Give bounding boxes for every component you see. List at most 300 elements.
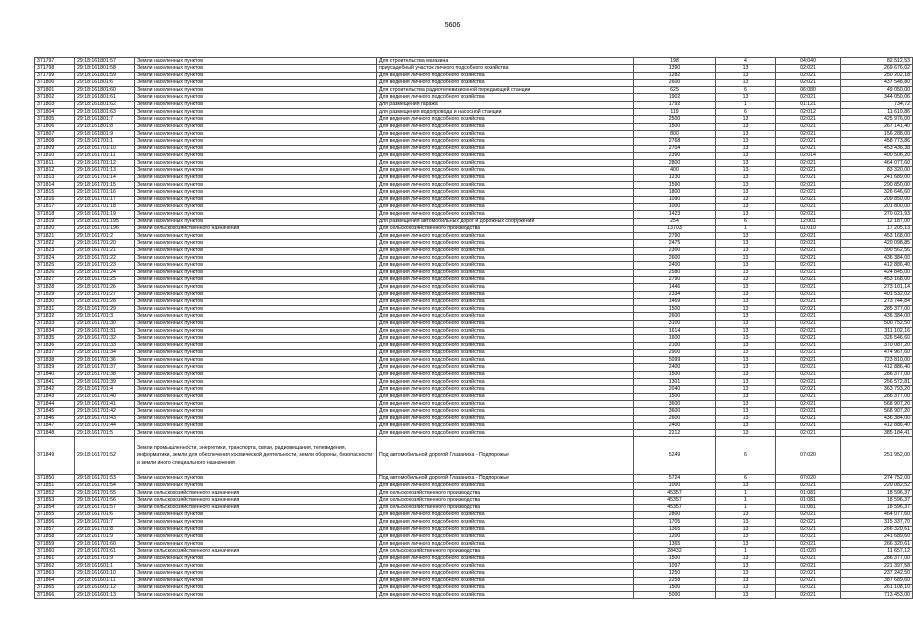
cadastral-number-cell: 29:18:161701:8	[75, 526, 135, 533]
permitted-use-cell: Для ведения личного подсобного хозяйства	[377, 335, 634, 342]
cadastral-number-cell: 29:18:161701:60	[75, 541, 135, 548]
land-category-cell: Земли населенных пунктов	[135, 138, 377, 145]
cadastral-number-cell: 29:18:161701:57	[75, 504, 135, 511]
use-code-cell: 02:021	[776, 555, 841, 562]
cadastral-number-cell: 29:18:161801:57	[75, 58, 135, 65]
use-code-cell: 02:021	[776, 189, 841, 196]
cadastral-value-cell: 18 596,37	[841, 490, 913, 497]
land-category-cell: Земли населенных пунктов	[135, 570, 377, 577]
table-row	[35, 174, 913, 181]
row-number-cell: 371831	[35, 306, 75, 313]
cadastral-value-cell: 270 021,93	[841, 211, 913, 218]
row-number-cell: 371862	[35, 563, 75, 570]
use-code-cell: 07:020	[776, 437, 841, 475]
land-category-cell: Земли населенных пунктов	[135, 255, 377, 262]
table-row	[35, 570, 913, 577]
table-row	[35, 393, 913, 400]
cadastral-number-cell: 29:18:161701:20	[75, 240, 135, 247]
row-number-cell: 371836	[35, 342, 75, 349]
cadastral-number-cell: 29:18:161701:11	[75, 152, 135, 159]
cadastral-number-cell: 29:18:161701:12	[75, 160, 135, 167]
group-cell: 13	[716, 255, 776, 262]
cadastral-number-cell: 29:18:161601:1	[75, 563, 135, 570]
row-number-cell: 371823	[35, 247, 75, 254]
table-row	[35, 430, 913, 437]
use-code-cell: 02:021	[776, 379, 841, 386]
group-cell: 13	[716, 160, 776, 167]
area-cell: 119	[634, 109, 716, 116]
cadastral-number-cell: 29:18:161701:41	[75, 400, 135, 407]
area-cell: 2790	[634, 233, 716, 240]
cadastral-value-cell: 420 098,85	[841, 240, 913, 247]
land-category-cell: Земли населенных пунктов	[135, 72, 377, 79]
area-cell: 3100	[634, 320, 716, 327]
cadastral-value-cell: 286 377,00	[841, 371, 913, 378]
permitted-use-cell: Для ведения личного подсобного хозяйства	[377, 541, 634, 548]
table-row	[35, 247, 913, 254]
use-code-cell: 02:021	[776, 349, 841, 356]
use-code-cell: 02:021	[776, 408, 841, 415]
area-cell: 2334	[634, 291, 716, 298]
land-category-cell: Земли населенных пунктов	[135, 130, 377, 137]
cadastral-number-cell: 29:18:161801:61	[75, 94, 135, 101]
cadastral-number-cell: 29:18:161701:56	[75, 497, 135, 504]
land-category-cell: Земли населенных пунктов	[135, 123, 377, 130]
row-number-cell: 371851	[35, 482, 75, 489]
cadastral-value-cell: 458 773,86	[841, 138, 913, 145]
cadastral-value-cell: 82 512,53	[841, 58, 913, 65]
area-cell: 45357	[634, 490, 716, 497]
row-number-cell: 371848	[35, 430, 75, 437]
cadastral-value-cell: 436 384,00	[841, 313, 913, 320]
cadastral-value-cell: 266 320,61	[841, 541, 913, 548]
cadastral-value-cell: 11 657,12	[841, 548, 913, 555]
permitted-use-cell: Для ведения личного подсобного хозяйства	[377, 167, 634, 174]
permitted-use-cell: Для ведения личного подсобного хозяйства	[377, 160, 634, 167]
cadastral-number-cell: 29:18:161701:55	[75, 490, 135, 497]
table-row	[35, 482, 913, 489]
land-category-cell: Земли населенных пунктов	[135, 327, 377, 334]
use-code-cell: 02:021	[776, 116, 841, 123]
cadastral-number-cell: 29:18:161701:2	[75, 233, 135, 240]
table-row	[35, 490, 913, 497]
land-category-cell: Земли населенных пунктов	[135, 269, 377, 276]
row-number-cell: 371804	[35, 109, 75, 116]
permitted-use-cell: Для ведения личного подсобного хозяйства	[377, 152, 634, 159]
group-cell: 13	[716, 123, 776, 130]
row-number-cell: 371818	[35, 211, 75, 218]
permitted-use-cell: Для ведения личного подсобного хозяйства	[377, 262, 634, 269]
table-row	[35, 233, 913, 240]
land-category-cell: Земли населенных пунктов	[135, 145, 377, 152]
cadastral-value-cell: 500 752,50	[841, 320, 913, 327]
cadastral-value-cell: 387 689,60	[841, 577, 913, 584]
land-category-cell: Земли населенных пунктов	[135, 342, 377, 349]
cadastral-value-cell: 311 102,16	[841, 327, 913, 334]
permitted-use-cell: Для ведения личного подсобного хозяйства	[377, 306, 634, 313]
table-row	[35, 58, 913, 65]
group-cell: 1	[716, 497, 776, 504]
land-category-cell: Земли населенных пунктов	[135, 526, 377, 533]
row-number-cell: 371809	[35, 145, 75, 152]
land-category-cell: Земли населенных пунктов	[135, 555, 377, 562]
group-cell: 13	[716, 145, 776, 152]
area-cell: 1423	[634, 211, 716, 218]
permitted-use-cell: Для ведения личного подсобного хозяйства	[377, 255, 634, 262]
group-cell: 13	[716, 555, 776, 562]
cadastral-value-cell: 17 205,13	[841, 225, 913, 232]
row-number-cell: 371817	[35, 203, 75, 210]
land-category-cell: Земли населенных пунктов	[135, 357, 377, 364]
cadastral-number-cell: 29:18:161701:28	[75, 298, 135, 305]
group-cell: 13	[716, 430, 776, 437]
group-cell: 13	[716, 584, 776, 591]
row-number-cell: 371797	[35, 58, 75, 65]
cadastral-number-cell: 29:18:161701:4	[75, 386, 135, 393]
row-number-cell: 371843	[35, 393, 75, 400]
cadastral-value-cell: 326 546,60	[841, 335, 913, 342]
permitted-use-cell: Для сельскохозяйственного производства	[377, 497, 634, 504]
use-code-cell: 02:021	[776, 327, 841, 334]
permitted-use-cell: Для ведения личного подсобного хозяйства	[377, 519, 634, 526]
use-code-cell: 02:021	[776, 320, 841, 327]
area-cell: 625	[634, 87, 716, 94]
group-cell: 13	[716, 400, 776, 407]
land-category-cell: Земли населенных пунктов	[135, 475, 377, 482]
area-cell: 2600	[634, 255, 716, 262]
table-row	[35, 437, 913, 475]
table-row	[35, 298, 913, 305]
cadastral-number-cell: 29:18:161701:40	[75, 393, 135, 400]
table-row	[35, 422, 913, 429]
permitted-use-cell: Под автомобильной дорогой Глазаниха - Подпорожье	[377, 437, 634, 475]
row-number-cell: 371799	[35, 72, 75, 79]
permitted-use-cell: Для ведения личного подсобного хозяйства	[377, 174, 634, 181]
use-code-cell: 02:021	[776, 386, 841, 393]
group-cell: 1	[716, 225, 776, 232]
cadastral-value-cell: 385 184,41	[841, 430, 913, 437]
permitted-use-cell: Для ведения личного подсобного хозяйства	[377, 327, 634, 334]
group-cell: 13	[716, 422, 776, 429]
use-code-cell: 02:014	[776, 152, 841, 159]
group-cell: 13	[716, 94, 776, 101]
group-cell: 13	[716, 533, 776, 540]
land-category-cell: Земли населенных пунктов	[135, 335, 377, 342]
cadastral-number-cell: 29:18:161701:43	[75, 415, 135, 422]
area-cell: 2400	[634, 364, 716, 371]
cadastral-number-cell: 29:18:161701:42	[75, 408, 135, 415]
permitted-use-cell: Для сельскохозяйственного производства	[377, 225, 634, 232]
row-number-cell: 371853	[35, 497, 75, 504]
area-cell: 1902	[634, 94, 716, 101]
permitted-use-cell: Для ведения личного подсобного хозяйства	[377, 182, 634, 189]
permitted-use-cell: Для ведения личного подсобного хозяйства	[377, 393, 634, 400]
area-cell: 1200	[634, 533, 716, 540]
use-code-cell: 02:021	[776, 577, 841, 584]
area-cell: 3600	[634, 400, 716, 407]
table-row	[35, 592, 913, 599]
permitted-use-cell: Для ведения личного подсобного хозяйства	[377, 298, 634, 305]
area-cell: 1230	[634, 174, 716, 181]
cadastral-number-cell: 29:18:161701:33	[75, 342, 135, 349]
row-number-cell: 371842	[35, 386, 75, 393]
use-code-cell: 02:021	[776, 541, 841, 548]
land-category-cell: Земли населенных пунктов	[135, 262, 377, 269]
table-row	[35, 255, 913, 262]
group-cell: 1	[716, 548, 776, 555]
group-cell: 6	[716, 218, 776, 225]
table-row	[35, 123, 913, 130]
land-category-cell: Земли населенных пунктов	[135, 533, 377, 540]
row-number-cell: 371807	[35, 130, 75, 137]
row-number-cell: 371826	[35, 269, 75, 276]
group-cell: 13	[716, 247, 776, 254]
use-code-cell: 02:021	[776, 138, 841, 145]
land-category-cell: Земли населенных пунктов	[135, 386, 377, 393]
cadastral-number-cell: 29:18:161701:61	[75, 548, 135, 555]
land-category-cell: Земли населенных пунктов	[135, 584, 377, 591]
area-cell: 2900	[634, 349, 716, 356]
row-number-cell: 371827	[35, 276, 75, 283]
table-row	[35, 87, 913, 94]
cadastral-value-cell: 11 610,86	[841, 109, 913, 116]
permitted-use-cell: Для ведения личного подсобного хозяйства	[377, 584, 634, 591]
use-code-cell: 02:021	[776, 342, 841, 349]
cadastral-value-cell: 464 077,60	[841, 160, 913, 167]
group-cell: 13	[716, 298, 776, 305]
cadastral-number-cell: 29:18:161601:13	[75, 592, 135, 599]
cadastral-number-cell: 29:18:161801:60	[75, 87, 135, 94]
use-code-cell: 02:021	[776, 422, 841, 429]
land-category-cell: Земли населенных пунктов	[135, 109, 377, 116]
row-number-cell: 371865	[35, 584, 75, 591]
area-cell: 2500	[634, 116, 716, 123]
use-code-cell: 02:021	[776, 233, 841, 240]
group-cell: 13	[716, 371, 776, 378]
group-cell: 13	[716, 306, 776, 313]
cadastral-value-cell: 256 572,81	[841, 379, 913, 386]
area-cell: 1500	[634, 584, 716, 591]
cadastral-value-cell: 453 168,00	[841, 276, 913, 283]
land-category-cell: Земли населенных пунктов	[135, 563, 377, 570]
cadastral-number-cell: 29:18:161701:38	[75, 371, 135, 378]
cadastral-value-cell: 453 168,00	[841, 233, 913, 240]
page-number: 5606	[444, 22, 461, 29]
cadastral-number-cell: 29:18:161801:62	[75, 101, 135, 108]
use-code-cell: 04:040	[776, 58, 841, 65]
table-row	[35, 94, 913, 101]
cadastral-value-cell: 390 562,56	[841, 247, 913, 254]
row-number-cell: 371832	[35, 313, 75, 320]
land-category-cell: Земли населенных пунктов	[135, 298, 377, 305]
table-row	[35, 152, 913, 159]
group-cell: 13	[716, 116, 776, 123]
table-row	[35, 79, 913, 86]
land-category-cell: Земли населенных пунктов	[135, 58, 377, 65]
land-category-cell: Земли сельскохозяйственного назначения	[135, 548, 377, 555]
permitted-use-cell: Для ведения личного подсобного хозяйства	[377, 357, 634, 364]
land-category-cell: Земли населенных пунктов	[135, 203, 377, 210]
row-number-cell: 371861	[35, 555, 75, 562]
area-cell: 1090	[634, 196, 716, 203]
area-cell: 28432	[634, 548, 716, 555]
cadastral-number-cell: 29:18:161701:52	[75, 437, 135, 475]
cadastral-value-cell: 290 850,00	[841, 182, 913, 189]
area-cell: 400	[634, 167, 716, 174]
row-number-cell: 371844	[35, 400, 75, 407]
table-body	[35, 58, 913, 599]
cadastral-number-cell: 29:18:161701:196	[75, 225, 135, 232]
permitted-use-cell: для размещения гаража	[377, 101, 634, 108]
table-row	[35, 400, 913, 407]
cadastral-number-cell: 29:18:161701:19	[75, 211, 135, 218]
permitted-use-cell: Для ведения личного подсобного хозяйства	[377, 211, 634, 218]
group-cell: 13	[716, 349, 776, 356]
table-row	[35, 563, 913, 570]
table-row	[35, 182, 913, 189]
group-cell: 13	[716, 196, 776, 203]
permitted-use-cell: Для сельскохозяйственного производства	[377, 504, 634, 511]
cadastral-value-cell: 156 288,00	[841, 130, 913, 137]
cadastral-value-cell: 251 952,00	[841, 437, 913, 475]
row-number-cell: 371824	[35, 255, 75, 262]
cadastral-value-cell: 220 082,52	[841, 482, 913, 489]
land-category-cell: Земли населенных пунктов	[135, 349, 377, 356]
row-number-cell: 371808	[35, 138, 75, 145]
permitted-use-cell: Для ведения личного подсобного хозяйства	[377, 570, 634, 577]
row-number-cell: 371822	[35, 240, 75, 247]
land-category-cell: Земли населенных пунктов	[135, 313, 377, 320]
group-cell: 13	[716, 526, 776, 533]
use-code-cell: 02:021	[776, 511, 841, 518]
cadastral-value-cell: 12 187,00	[841, 218, 913, 225]
group-cell: 6	[716, 475, 776, 482]
row-number-cell: 371846	[35, 415, 75, 422]
permitted-use-cell: Для ведения личного подсобного хозяйства	[377, 291, 634, 298]
cadastral-number-cell: 29:18:161701:10	[75, 145, 135, 152]
use-code-cell: 02:021	[776, 247, 841, 254]
table-row	[35, 584, 913, 591]
use-code-cell: 02:021	[776, 482, 841, 489]
area-cell: 2580	[634, 269, 716, 276]
land-category-cell: Земли населенных пунктов	[135, 87, 377, 94]
cadastral-number-cell: 29:18:161601:11	[75, 577, 135, 584]
area-cell: 1000	[634, 203, 716, 210]
row-number-cell: 371855	[35, 511, 75, 518]
use-code-cell: 02:021	[776, 72, 841, 79]
area-cell: 1614	[634, 327, 716, 334]
cadastral-number-cell: 29:18:161701:53	[75, 475, 135, 482]
area-cell: 1500	[634, 555, 716, 562]
table-row	[35, 320, 913, 327]
area-cell: 1446	[634, 284, 716, 291]
table-row	[35, 357, 913, 364]
group-cell: 1	[716, 101, 776, 108]
cadastral-value-cell: 425 976,00	[841, 116, 913, 123]
cadastral-value-cell: 412 886,40	[841, 364, 913, 371]
area-cell: 2600	[634, 415, 716, 422]
permitted-use-cell: Для ведения личного подсобного хозяйства	[377, 94, 634, 101]
use-code-cell: 02:021	[776, 203, 841, 210]
cadastral-value-cell: 237 242,50	[841, 570, 913, 577]
permitted-use-cell: Для ведения личного подсобного хозяйства	[377, 320, 634, 327]
group-cell: 13	[716, 189, 776, 196]
area-cell: 1792	[634, 101, 716, 108]
use-code-cell: 12:001	[776, 218, 841, 225]
row-number-cell: 371811	[35, 160, 75, 167]
table-row	[35, 203, 913, 210]
group-cell: 13	[716, 262, 776, 269]
land-category-cell: Земли населенных пунктов	[135, 291, 377, 298]
cadastral-number-cell: 29:18:161701:1	[75, 138, 135, 145]
land-category-cell: Земли сельскохозяйственного назначения	[135, 225, 377, 232]
permitted-use-cell: Для ведения личного подсобного хозяйства	[377, 123, 634, 130]
land-category-cell: Земли населенных пунктов	[135, 592, 377, 599]
table-row	[35, 262, 913, 269]
group-cell: 13	[716, 570, 776, 577]
row-number-cell: 371812	[35, 167, 75, 174]
cadastral-number-cell: 29:18:161701:16	[75, 189, 135, 196]
land-category-cell: Земли населенных пунктов	[135, 306, 377, 313]
use-code-cell: 02:021	[776, 94, 841, 101]
area-cell: 2800	[634, 511, 716, 518]
permitted-use-cell: Для сельскохозяйственного производства	[377, 490, 634, 497]
table-row	[35, 284, 913, 291]
cadastral-value-cell: 370 087,20	[841, 342, 913, 349]
group-cell: 13	[716, 174, 776, 181]
area-cell: 1282	[634, 72, 716, 79]
group-cell: 13	[716, 342, 776, 349]
row-number-cell: 371866	[35, 592, 75, 599]
cadastral-number-cell: 29:18:161701:195	[75, 218, 135, 225]
group-cell: 4	[716, 58, 776, 65]
use-code-cell: 02:021	[776, 415, 841, 422]
cadastral-number-cell: 29:18:161701:37	[75, 364, 135, 371]
row-number-cell: 371840	[35, 371, 75, 378]
land-category-cell: Земли населенных пунктов	[135, 218, 377, 225]
row-number-cell: 371835	[35, 335, 75, 342]
row-number-cell: 371801	[35, 87, 75, 94]
use-code-cell: 02:021	[776, 584, 841, 591]
cadastral-value-cell: 436 384,00	[841, 255, 913, 262]
row-number-cell: 371800	[35, 79, 75, 86]
row-number-cell: 371849	[35, 437, 75, 475]
land-category-cell: Земли населенных пунктов	[135, 577, 377, 584]
group-cell: 13	[716, 276, 776, 283]
cadastral-number-cell: 29:18:161701:26	[75, 284, 135, 291]
row-number-cell: 371825	[35, 262, 75, 269]
row-number-cell: 371819	[35, 218, 75, 225]
use-code-cell: 02:021	[776, 145, 841, 152]
cadastral-value-cell: 221 397,58	[841, 563, 913, 570]
land-category-cell: Земли населенных пунктов	[135, 189, 377, 196]
use-code-cell: 02:021	[776, 65, 841, 72]
land-category-cell: Земли населенных пунктов	[135, 393, 377, 400]
area-cell: 1500	[634, 371, 716, 378]
table-row	[35, 519, 913, 526]
table-row	[35, 408, 913, 415]
cadastral-value-cell: 250 202,18	[841, 72, 913, 79]
cadastral-number-cell: 29:18:161701:39	[75, 379, 135, 386]
permitted-use-cell: Для ведения личного подсобного хозяйства	[377, 145, 634, 152]
permitted-use-cell: Под автомобильной дорогой Глазаниха - Подпорожье	[377, 475, 634, 482]
row-number-cell: 371859	[35, 541, 75, 548]
row-number-cell: 371805	[35, 116, 75, 123]
area-cell: 1705	[634, 519, 716, 526]
area-cell: 5000	[634, 592, 716, 599]
group-cell: 13	[716, 233, 776, 240]
row-number-cell: 371858	[35, 533, 75, 540]
